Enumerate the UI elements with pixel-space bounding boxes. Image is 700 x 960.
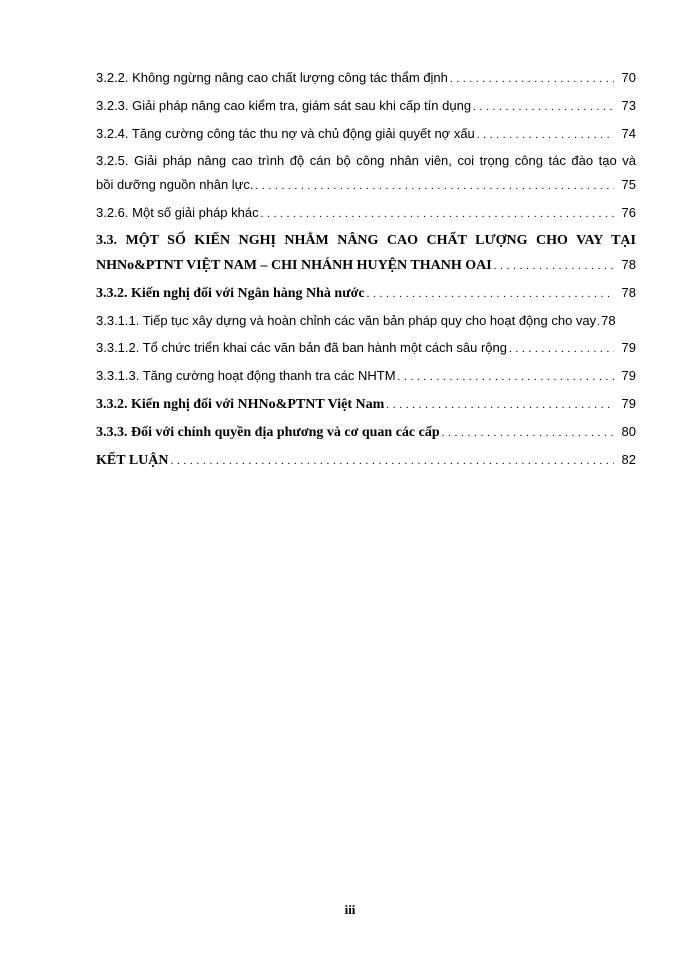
toc-entry-page: 78 bbox=[601, 312, 616, 328]
toc-entry-title: 3.3.3. Đối với chính quyền địa phương và cơ quan các cấp bbox=[96, 424, 440, 440]
toc-entry-page: 79 bbox=[621, 340, 636, 356]
toc-entry-title: 3.2.2. Không ngừng nâng cao chất lượng công tác thẩm định bbox=[96, 70, 448, 85]
toc-entry-page: 78 bbox=[621, 284, 636, 300]
toc-entry-title-line2: NHNo&PTNT VIỆT NAM – CHI NHÁNH HUYỆN THANH OAI bbox=[96, 257, 492, 273]
toc-leader-dots bbox=[398, 365, 614, 389]
toc-entry-page: 70 bbox=[621, 70, 636, 85]
toc-entry-page: 78 bbox=[621, 256, 636, 272]
toc-entry-page: 79 bbox=[621, 395, 636, 411]
toc-entry-title: 3.2.4. Tăng cường công tác thu nợ và chủ động giải quyết nợ xấu bbox=[96, 125, 475, 141]
toc-entry-title-line1: 3.2.5. Giải pháp nâng cao trình độ cán bộ công nhân viên, coi trọng công tác đào tạo và bbox=[96, 153, 636, 169]
toc-leader-dots bbox=[477, 123, 614, 147]
toc-entry-3-2-2 bbox=[96, 66, 636, 91]
toc-entry-3-3-3 bbox=[96, 420, 636, 445]
toc-entry-title: 3.3.1.2. Tổ chức triển khai các văn bản đã ban hành một cách sâu rộng bbox=[96, 340, 507, 356]
toc-entry-page: 80 bbox=[621, 423, 636, 439]
toc-entry-title: 3.3.1.1. Tiếp tục xây dựng và hoàn chỉnh các văn bản pháp quy cho hoạt động cho vay bbox=[96, 312, 597, 328]
toc-entry-page: 79 bbox=[621, 368, 636, 384]
toc-entry-3-3-1-1 bbox=[96, 309, 636, 334]
toc-entry-title: 3.2.6. Một số giải pháp khác bbox=[96, 205, 259, 221]
toc-entry-page: 73 bbox=[621, 97, 636, 113]
toc-leader-dots bbox=[509, 337, 614, 361]
toc-entry-title: 3.3.1.3. Tăng cường hoạt động thanh tra các NHTM bbox=[96, 368, 396, 384]
toc-leader-dots bbox=[450, 67, 614, 91]
toc-entry-page: 76 bbox=[621, 205, 636, 221]
toc-leader-dots bbox=[367, 282, 614, 306]
toc-entry-ket-luan bbox=[96, 448, 636, 473]
toc-leader-dots bbox=[256, 174, 614, 198]
toc-entry-page: 75 bbox=[621, 177, 636, 193]
table-of-contents bbox=[96, 66, 636, 475]
toc-entry-3-3-1-3 bbox=[96, 364, 636, 389]
toc-entry-title: 3.3.2. Kiến nghị đối với Ngân hàng Nhà nước bbox=[96, 285, 365, 301]
toc-entry-title: 3.2.3. Giải pháp nâng cao kiểm tra, giám sát sau khi cấp tín dụng bbox=[96, 97, 472, 113]
toc-leader-dots bbox=[170, 449, 613, 473]
toc-entry-title: 3.3.2. Kiến nghị đối với NHNo&PTNT Việt Nam bbox=[96, 396, 385, 412]
toc-entry-3-3 bbox=[96, 229, 636, 278]
toc-leader-dots bbox=[442, 421, 614, 445]
toc-entry-title-line1: 3.3. MỘT SỐ KIẾN NGHỊ NHẰM NÂNG CAO CHẤT LƯỢNG CHO VAY TẠI bbox=[96, 232, 636, 248]
toc-entry-3-2-6 bbox=[96, 201, 636, 226]
toc-entry-3-3-2-ngan-hang-nha-nuoc bbox=[96, 281, 636, 306]
toc-entry-title-line2: bồi dưỡng nguồn nhân lực. bbox=[96, 177, 254, 193]
toc-leader-dots bbox=[473, 95, 613, 119]
toc-entry-page: 74 bbox=[621, 125, 636, 141]
toc-entry-title: KẾT LUẬN bbox=[96, 452, 169, 468]
toc-leader-dots bbox=[494, 254, 614, 278]
toc-entry-3-3-1-2 bbox=[96, 336, 636, 361]
toc-entry-3-2-3 bbox=[96, 94, 636, 119]
toc-leader-dots bbox=[386, 393, 613, 417]
toc-entry-3-3-2-nhno bbox=[96, 392, 636, 417]
page-number: iii bbox=[344, 902, 356, 917]
toc-entry-3-2-4 bbox=[96, 122, 636, 147]
toc-entry-page: 82 bbox=[621, 451, 636, 467]
toc-leader-dots bbox=[261, 202, 614, 226]
toc-entry-3-2-5 bbox=[96, 149, 636, 198]
